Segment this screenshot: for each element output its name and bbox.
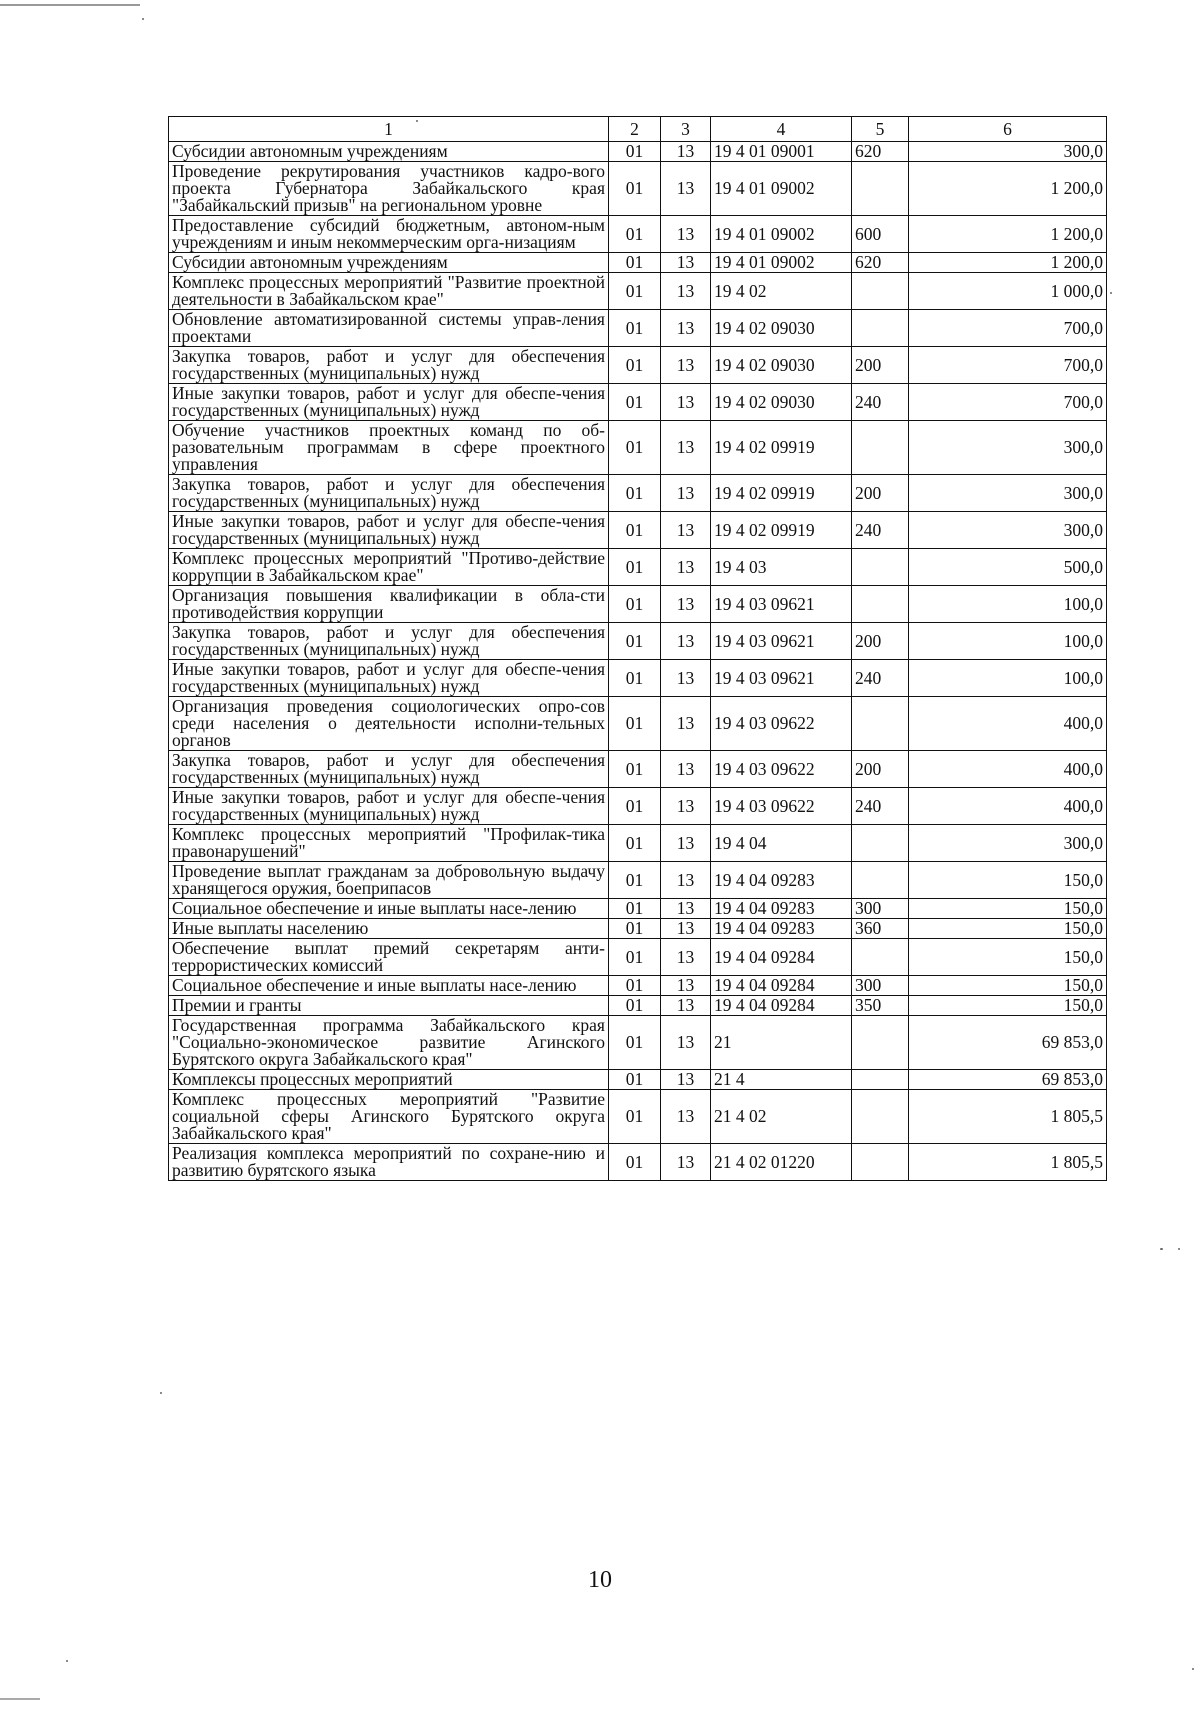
row-name: Обучение участников проектных команд по об-разовательным программам в сфере проектного управления — [169, 421, 609, 475]
table-row — [169, 475, 1107, 512]
row-subsection: 13 — [661, 623, 711, 660]
row-expense-type: 620 — [852, 142, 909, 162]
row-section: 01 — [609, 1070, 661, 1090]
table-row — [169, 919, 1107, 939]
row-target-code: 21 4 — [711, 1070, 852, 1090]
row-amount: 100,0 — [909, 660, 1107, 697]
row-expense-type: 200 — [852, 623, 909, 660]
table-row — [169, 976, 1107, 996]
row-section: 01 — [609, 162, 661, 216]
row-amount: 300,0 — [909, 475, 1107, 512]
scan-edge-mark — [0, 1698, 40, 1700]
row-subsection: 13 — [661, 751, 711, 788]
row-target-code: 19 4 03 — [711, 549, 852, 586]
row-expense-type: 300 — [852, 976, 909, 996]
row-subsection: 13 — [661, 939, 711, 976]
row-name: Иные закупки товаров, работ и услуг для обеспе-чения государственных (муниципальных) нужд — [169, 384, 609, 421]
row-subsection: 13 — [661, 1090, 711, 1144]
table-row — [169, 421, 1107, 475]
row-target-code: 19 4 03 09621 — [711, 586, 852, 623]
table-row — [169, 273, 1107, 310]
table-row — [169, 310, 1107, 347]
row-amount: 1 200,0 — [909, 253, 1107, 273]
table-row — [169, 623, 1107, 660]
row-expense-type — [852, 549, 909, 586]
row-target-code: 19 4 03 09622 — [711, 697, 852, 751]
row-amount: 150,0 — [909, 862, 1107, 899]
row-expense-type: 200 — [852, 475, 909, 512]
row-expense-type: 620 — [852, 253, 909, 273]
row-expense-type — [852, 310, 909, 347]
row-subsection: 13 — [661, 660, 711, 697]
row-expense-type: 360 — [852, 919, 909, 939]
row-expense-type — [852, 273, 909, 310]
row-subsection: 13 — [661, 142, 711, 162]
row-name: Иные выплаты населению — [169, 919, 609, 939]
row-subsection: 13 — [661, 1144, 711, 1181]
row-amount: 150,0 — [909, 919, 1107, 939]
table-header-row — [169, 117, 1107, 142]
row-amount: 150,0 — [909, 976, 1107, 996]
scan-speck — [1192, 1668, 1194, 1670]
row-amount: 300,0 — [909, 421, 1107, 475]
row-amount: 100,0 — [909, 586, 1107, 623]
row-target-code: 19 4 04 09284 — [711, 939, 852, 976]
row-amount: 300,0 — [909, 825, 1107, 862]
row-section: 01 — [609, 825, 661, 862]
row-section: 01 — [609, 475, 661, 512]
row-target-code: 21 4 02 — [711, 1090, 852, 1144]
scan-speck — [1160, 1248, 1163, 1250]
row-subsection: 13 — [661, 899, 711, 919]
row-expense-type — [852, 697, 909, 751]
row-section: 01 — [609, 253, 661, 273]
row-name: Комплекс процессных мероприятий "Развитие социальной сферы Агинского Бурятского округа Забайкальского края" — [169, 1090, 609, 1144]
header-col-6: 6 — [909, 117, 1107, 142]
row-section: 01 — [609, 1144, 661, 1181]
row-expense-type — [852, 421, 909, 475]
row-target-code: 19 4 02 09030 — [711, 384, 852, 421]
row-name: Проведение рекрутирования участников кадро-вого проекта Губернатора Забайкальского края "Забайкальский призыв" на региональном уровне — [169, 162, 609, 216]
row-section: 01 — [609, 939, 661, 976]
row-name: Премии и гранты — [169, 996, 609, 1016]
row-section: 01 — [609, 216, 661, 253]
row-amount: 400,0 — [909, 697, 1107, 751]
row-target-code: 19 4 03 09622 — [711, 788, 852, 825]
header-col-2: 2 — [609, 117, 661, 142]
row-expense-type: 240 — [852, 660, 909, 697]
row-amount: 69 853,0 — [909, 1070, 1107, 1090]
table-row — [169, 512, 1107, 549]
row-name: Комплекс процессных мероприятий "Противо-действие коррупции в Забайкальском крае" — [169, 549, 609, 586]
row-subsection: 13 — [661, 273, 711, 310]
row-name: Социальное обеспечение и иные выплаты насе-лению — [169, 976, 609, 996]
table-row — [169, 162, 1107, 216]
table-row — [169, 1144, 1107, 1181]
row-target-code: 19 4 03 09621 — [711, 623, 852, 660]
row-subsection: 13 — [661, 697, 711, 751]
row-name: Субсидии автономным учреждениям — [169, 142, 609, 162]
row-subsection: 13 — [661, 475, 711, 512]
row-expense-type — [852, 825, 909, 862]
row-name: Обеспечение выплат премий секретарям анти-террористических комиссий — [169, 939, 609, 976]
row-expense-type: 240 — [852, 788, 909, 825]
row-target-code: 19 4 04 09283 — [711, 919, 852, 939]
row-amount: 700,0 — [909, 310, 1107, 347]
row-target-code: 21 4 02 01220 — [711, 1144, 852, 1181]
scan-speck — [416, 120, 418, 122]
row-subsection: 13 — [661, 216, 711, 253]
row-expense-type — [852, 1144, 909, 1181]
row-amount: 100,0 — [909, 623, 1107, 660]
row-expense-type — [852, 939, 909, 976]
scan-speck — [1178, 1248, 1180, 1250]
row-subsection: 13 — [661, 310, 711, 347]
row-expense-type — [852, 1090, 909, 1144]
row-subsection: 13 — [661, 347, 711, 384]
row-amount: 300,0 — [909, 512, 1107, 549]
row-name: Организация проведения социологических опро-сов среди населения о деятельности исполни-тельных органов — [169, 697, 609, 751]
row-name: Иные закупки товаров, работ и услуг для обеспе-чения государственных (муниципальных) нужд — [169, 512, 609, 549]
row-section: 01 — [609, 310, 661, 347]
header-col-3: 3 — [661, 117, 711, 142]
table-row — [169, 1070, 1107, 1090]
row-name: Закупка товаров, работ и услуг для обеспечения государственных (муниципальных) нужд — [169, 347, 609, 384]
scan-speck — [1110, 292, 1112, 294]
row-subsection: 13 — [661, 976, 711, 996]
row-target-code: 19 4 02 — [711, 273, 852, 310]
row-subsection: 13 — [661, 253, 711, 273]
row-amount: 150,0 — [909, 899, 1107, 919]
row-target-code: 19 4 02 09030 — [711, 310, 852, 347]
row-section: 01 — [609, 347, 661, 384]
row-subsection: 13 — [661, 996, 711, 1016]
row-section: 01 — [609, 697, 661, 751]
row-expense-type: 350 — [852, 996, 909, 1016]
row-subsection: 13 — [661, 825, 711, 862]
row-target-code: 19 4 01 09002 — [711, 253, 852, 273]
row-section: 01 — [609, 919, 661, 939]
row-name: Предоставление субсидий бюджетным, автоном-ным учреждениям и иным некоммерческим орга-низациям — [169, 216, 609, 253]
table-row — [169, 384, 1107, 421]
header-col-1: 1 — [169, 117, 609, 142]
row-expense-type: 200 — [852, 347, 909, 384]
table-row — [169, 586, 1107, 623]
row-target-code: 19 4 02 09919 — [711, 475, 852, 512]
row-section: 01 — [609, 549, 661, 586]
row-expense-type — [852, 1016, 909, 1070]
table-row — [169, 549, 1107, 586]
row-amount: 150,0 — [909, 996, 1107, 1016]
page-number: 10 — [588, 1567, 612, 1593]
table-row — [169, 788, 1107, 825]
row-amount: 700,0 — [909, 347, 1107, 384]
row-target-code: 19 4 03 09621 — [711, 660, 852, 697]
row-subsection: 13 — [661, 549, 711, 586]
row-section: 01 — [609, 996, 661, 1016]
row-amount: 150,0 — [909, 939, 1107, 976]
row-name: Социальное обеспечение и иные выплаты насе-лению — [169, 899, 609, 919]
row-target-code: 19 4 02 09030 — [711, 347, 852, 384]
row-subsection: 13 — [661, 162, 711, 216]
row-subsection: 13 — [661, 862, 711, 899]
scan-speck — [160, 1392, 162, 1394]
row-section: 01 — [609, 862, 661, 899]
row-amount: 1 000,0 — [909, 273, 1107, 310]
row-target-code: 19 4 04 09283 — [711, 862, 852, 899]
row-section: 01 — [609, 899, 661, 919]
row-expense-type — [852, 162, 909, 216]
table-body — [169, 142, 1107, 1181]
row-subsection: 13 — [661, 512, 711, 549]
row-amount: 1 805,5 — [909, 1090, 1107, 1144]
row-target-code: 19 4 02 09919 — [711, 512, 852, 549]
row-amount: 500,0 — [909, 549, 1107, 586]
table-row — [169, 1090, 1107, 1144]
row-section: 01 — [609, 421, 661, 475]
row-name: Иные закупки товаров, работ и услуг для обеспе-чения государственных (муниципальных) нужд — [169, 660, 609, 697]
budget-table — [168, 116, 1107, 1181]
row-amount: 400,0 — [909, 788, 1107, 825]
table-row — [169, 1016, 1107, 1070]
table-row — [169, 697, 1107, 751]
row-amount: 69 853,0 — [909, 1016, 1107, 1070]
row-section: 01 — [609, 586, 661, 623]
row-name: Закупка товаров, работ и услуг для обеспечения государственных (муниципальных) нужд — [169, 751, 609, 788]
row-section: 01 — [609, 142, 661, 162]
scan-speck — [66, 1660, 68, 1662]
row-section: 01 — [609, 660, 661, 697]
row-name: Иные закупки товаров, работ и услуг для обеспе-чения государственных (муниципальных) нужд — [169, 788, 609, 825]
row-expense-type: 300 — [852, 899, 909, 919]
row-name: Реализация комплекса мероприятий по сохране-нию и развитию бурятского языка — [169, 1144, 609, 1181]
row-subsection: 13 — [661, 586, 711, 623]
row-section: 01 — [609, 1016, 661, 1070]
row-name: Комплексы процессных мероприятий — [169, 1070, 609, 1090]
row-section: 01 — [609, 384, 661, 421]
row-section: 01 — [609, 976, 661, 996]
header-col-4: 4 — [711, 117, 852, 142]
row-target-code: 19 4 01 09002 — [711, 162, 852, 216]
row-subsection: 13 — [661, 421, 711, 475]
row-name: Закупка товаров, работ и услуг для обеспечения государственных (муниципальных) нужд — [169, 623, 609, 660]
row-amount: 700,0 — [909, 384, 1107, 421]
row-name: Комплекс процессных мероприятий "Развитие проектной деятельности в Забайкальском крае" — [169, 273, 609, 310]
row-expense-type — [852, 586, 909, 623]
row-subsection: 13 — [661, 1070, 711, 1090]
row-section: 01 — [609, 1090, 661, 1144]
row-section: 01 — [609, 512, 661, 549]
row-name: Комплекс процессных мероприятий "Профилак-тика правонарушений" — [169, 825, 609, 862]
table-row — [169, 899, 1107, 919]
table-row — [169, 939, 1107, 976]
row-amount: 1 200,0 — [909, 162, 1107, 216]
table-row — [169, 142, 1107, 162]
row-expense-type — [852, 862, 909, 899]
row-section: 01 — [609, 788, 661, 825]
row-name: Организация повышения квалификации в обла-сти противодействия коррупции — [169, 586, 609, 623]
table-row — [169, 253, 1107, 273]
row-name: Государственная программа Забайкальского края "Социально-экономическое развитие Агинского Бурятского округа Забайкальского края" — [169, 1016, 609, 1070]
table-row — [169, 347, 1107, 384]
header-col-5: 5 — [852, 117, 909, 142]
row-name: Субсидии автономным учреждениям — [169, 253, 609, 273]
row-expense-type: 240 — [852, 384, 909, 421]
row-section: 01 — [609, 273, 661, 310]
row-subsection: 13 — [661, 788, 711, 825]
row-expense-type: 600 — [852, 216, 909, 253]
row-target-code: 21 — [711, 1016, 852, 1070]
row-target-code: 19 4 04 09284 — [711, 996, 852, 1016]
row-section: 01 — [609, 751, 661, 788]
row-target-code: 19 4 02 09919 — [711, 421, 852, 475]
table-row — [169, 996, 1107, 1016]
table-row — [169, 216, 1107, 253]
row-name: Обновление автоматизированной системы управ-ления проектами — [169, 310, 609, 347]
row-name: Закупка товаров, работ и услуг для обеспечения государственных (муниципальных) нужд — [169, 475, 609, 512]
row-name: Проведение выплат гражданам за добровольную выдачу хранящегося оружия, боеприпасов — [169, 862, 609, 899]
table-row — [169, 751, 1107, 788]
table-row — [169, 825, 1107, 862]
row-expense-type — [852, 1070, 909, 1090]
row-target-code: 19 4 01 09001 — [711, 142, 852, 162]
row-amount: 300,0 — [909, 142, 1107, 162]
scan-edge-mark — [0, 4, 140, 6]
row-target-code: 19 4 04 — [711, 825, 852, 862]
row-amount: 1 805,5 — [909, 1144, 1107, 1181]
row-amount: 400,0 — [909, 751, 1107, 788]
scan-speck — [142, 18, 144, 20]
row-section: 01 — [609, 623, 661, 660]
row-subsection: 13 — [661, 1016, 711, 1070]
row-target-code: 19 4 03 09622 — [711, 751, 852, 788]
table-row — [169, 660, 1107, 697]
row-amount: 1 200,0 — [909, 216, 1107, 253]
table-row — [169, 862, 1107, 899]
row-target-code: 19 4 04 09284 — [711, 976, 852, 996]
row-expense-type: 200 — [852, 751, 909, 788]
row-target-code: 19 4 04 09283 — [711, 899, 852, 919]
row-target-code: 19 4 01 09002 — [711, 216, 852, 253]
row-subsection: 13 — [661, 919, 711, 939]
row-expense-type: 240 — [852, 512, 909, 549]
row-subsection: 13 — [661, 384, 711, 421]
